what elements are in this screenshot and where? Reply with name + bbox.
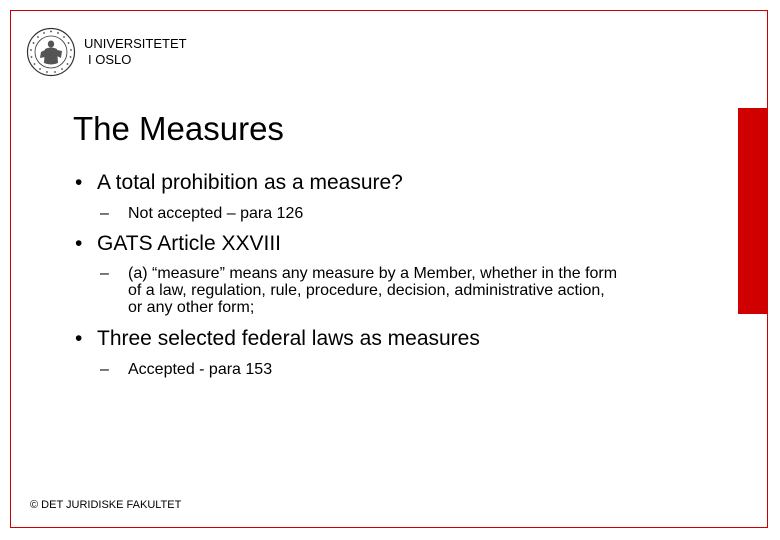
sub-bullet-text: (a) “measure” means any measure by a Member, whether in the form of a law, regulation, rule, procedure, decision, administrative action, or any other form; (128, 265, 618, 316)
bullet-item (75, 170, 675, 196)
institution-line-1: UNIVERSITETET (84, 36, 187, 51)
bullet-text: Three selected federal laws as measures (97, 327, 480, 350)
university-seal-logo (26, 27, 76, 77)
slide-content (75, 170, 675, 378)
sub-bullet-text: Not accepted – para 126 (128, 205, 304, 222)
bullet-text: GATS Article XXVIII (97, 232, 281, 255)
sub-bullet-item (100, 361, 675, 378)
footer-copyright: © DET JURIDISKE FAKULTET (30, 499, 182, 511)
bullet-marker: • (75, 171, 83, 194)
sub-bullet-item (100, 265, 620, 316)
bullet-item (75, 326, 675, 352)
sub-bullet-marker: – (100, 205, 109, 222)
bullet-item (75, 231, 675, 257)
accent-bar (738, 108, 768, 314)
sub-bullet-marker: – (100, 265, 109, 282)
bullet-text: A total prohibition as a measure? (97, 171, 403, 194)
bullet-marker: • (75, 327, 83, 350)
sub-bullet-item (100, 205, 675, 222)
sub-bullet-text: Accepted - para 153 (128, 361, 273, 378)
institution-name (84, 36, 187, 68)
sub-bullet-marker: – (100, 361, 109, 378)
slide-title: The Measures (73, 110, 284, 147)
institution-line-2: I OSLO (88, 52, 132, 67)
bullet-marker: • (75, 232, 83, 255)
